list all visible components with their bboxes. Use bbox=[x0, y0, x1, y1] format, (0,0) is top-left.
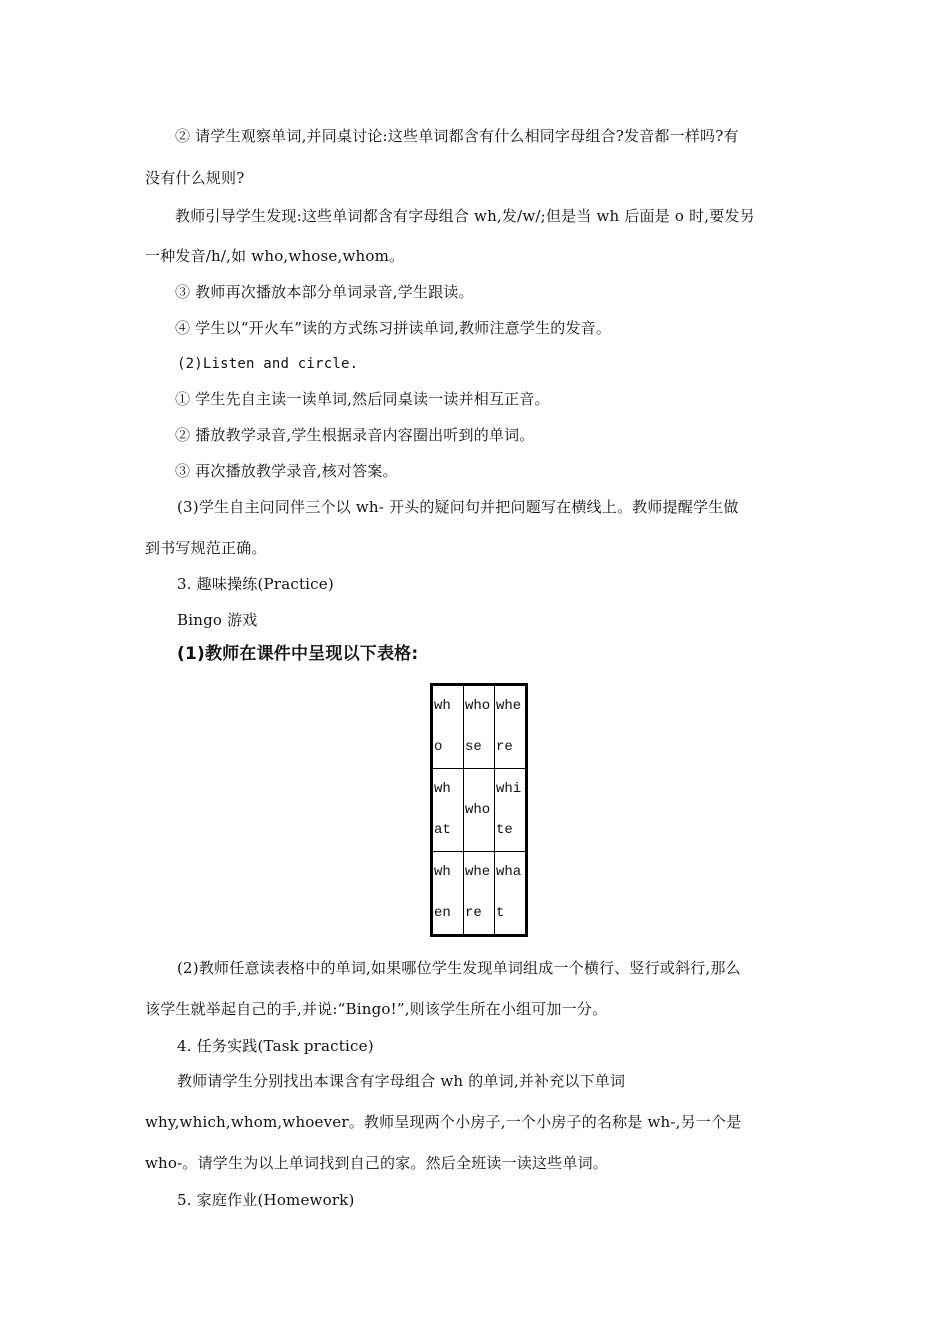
table-intro: (1)教师在课件中呈现以下表格: bbox=[177, 644, 419, 664]
table-cell: whi te bbox=[495, 769, 527, 852]
table-cell: whe re bbox=[495, 685, 527, 769]
section-heading: 4. 任务实践(Task practice) bbox=[177, 1037, 374, 1055]
table-row bbox=[432, 685, 527, 769]
paragraph-line: ③ 再次播放教学录音,核对答案。 bbox=[175, 462, 398, 480]
table-cell: wha t bbox=[495, 852, 527, 936]
section-heading: 5. 家庭作业(Homework) bbox=[177, 1191, 355, 1209]
paragraph-line: 该学生就举起自己的手,并说:“Bingo!”,则该学生所在小组可加一分。 bbox=[145, 1000, 608, 1018]
table-row bbox=[432, 769, 527, 852]
paragraph-line: 一种发音/h/,如 who,whose,whom。 bbox=[145, 247, 405, 265]
table-row bbox=[432, 852, 527, 936]
table-cell: wh at bbox=[432, 769, 464, 852]
paragraph-line: ① 学生先自主读一读单词,然后同桌读一读并相互正音。 bbox=[175, 390, 550, 408]
table-cell: who se bbox=[464, 685, 495, 769]
paragraph-line: (3)学生自主问同伴三个以 wh- 开头的疑问句并把问题写在横线上。教师提醒学生做 bbox=[177, 498, 739, 516]
paragraph-line: Bingo 游戏 bbox=[177, 611, 258, 629]
table-cell: whe re bbox=[464, 852, 495, 936]
subsection-title: (2)Listen and circle. bbox=[177, 356, 359, 372]
paragraph-line: (2)教师任意读表格中的单词,如果哪位学生发现单词组成一个横行、竖行或斜行,那么 bbox=[177, 959, 741, 977]
bingo-table bbox=[430, 683, 528, 937]
paragraph-line: ② 播放教学录音,学生根据录音内容圈出听到的单词。 bbox=[175, 426, 535, 444]
table-cell: who bbox=[464, 769, 495, 852]
paragraph-line: 教师请学生分别找出本课含有字母组合 wh 的单词,并补充以下单词 bbox=[177, 1072, 626, 1090]
paragraph-line: 教师引导学生发现:这些单词都含有字母组合 wh,发/w/;但是当 wh 后面是 o 时,要发另 bbox=[175, 207, 755, 225]
paragraph-line: 到书写规范正确。 bbox=[145, 539, 267, 557]
paragraph-line: ③ 教师再次播放本部分单词录音,学生跟读。 bbox=[175, 283, 474, 301]
table-cell: wh en bbox=[432, 852, 464, 936]
section-heading: 3. 趣味操练(Practice) bbox=[177, 575, 334, 593]
paragraph-line: ② 请学生观察单词,并同桌讨论:这些单词都含有什么相同字母组合?发音都一样吗?有 bbox=[175, 127, 739, 145]
paragraph-line: who-。请学生为以上单词找到自己的家。然后全班读一读这些单词。 bbox=[145, 1154, 609, 1172]
paragraph-line: ④ 学生以“开火车”读的方式练习拼读单词,教师注意学生的发音。 bbox=[175, 319, 612, 337]
table-cell: wh o bbox=[432, 685, 464, 769]
paragraph-line: 没有什么规则? bbox=[145, 169, 245, 187]
paragraph-line: why,which,whom,whoever。教师呈现两个小房子,一个小房子的名称是 wh-,另一个是 bbox=[145, 1113, 742, 1131]
